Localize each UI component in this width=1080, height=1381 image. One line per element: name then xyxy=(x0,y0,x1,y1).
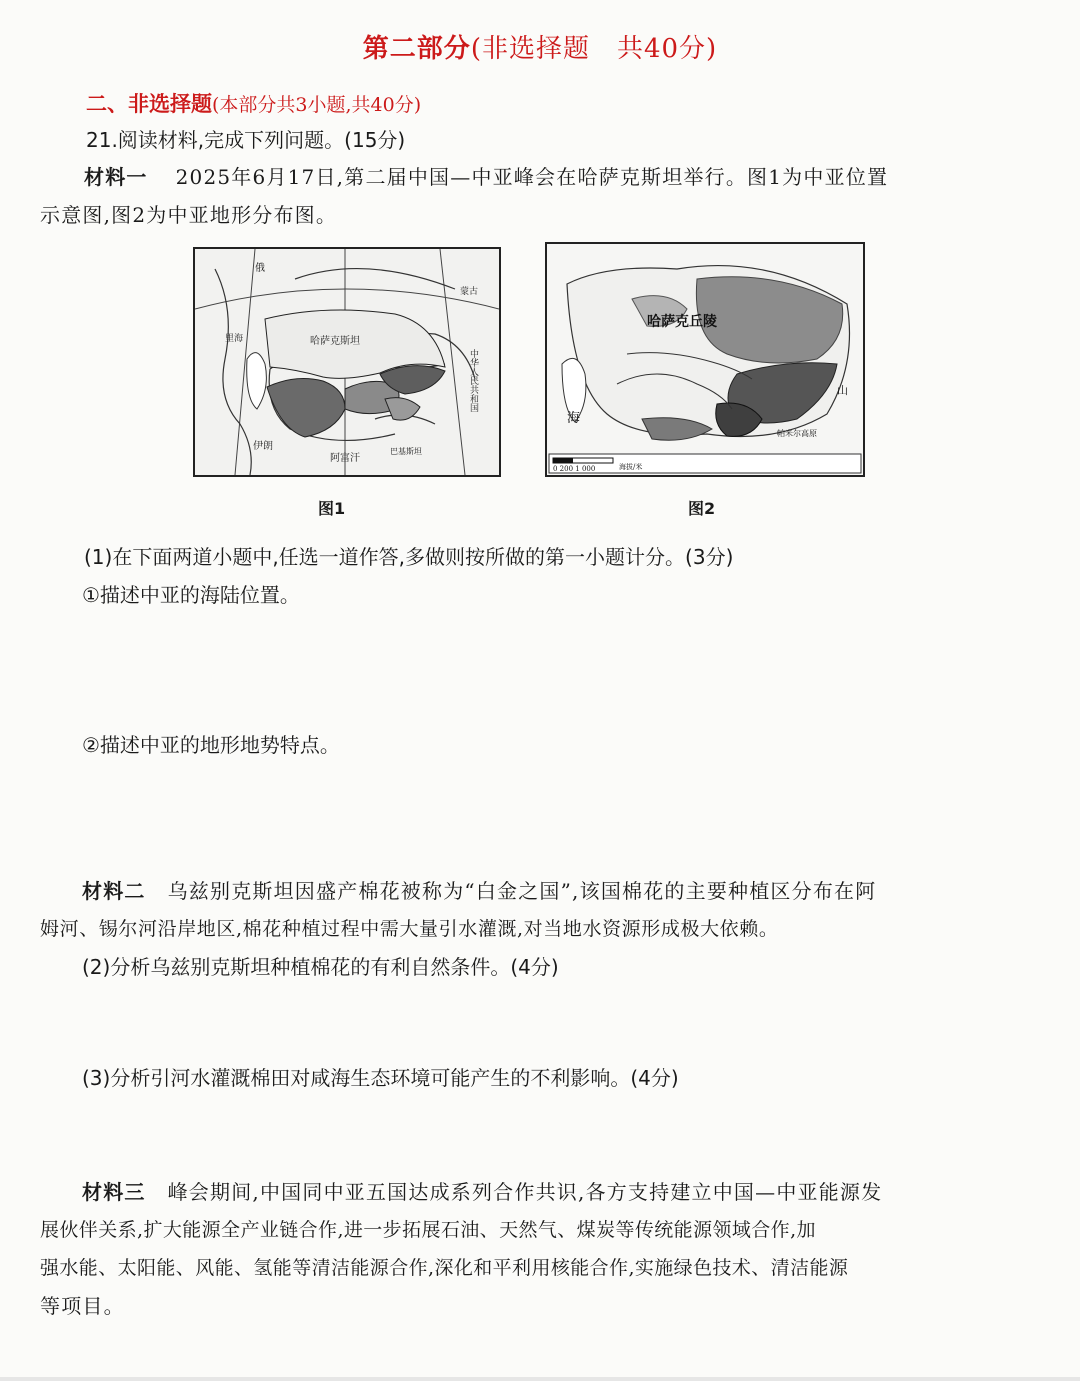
label-china: 中华人民共和国 xyxy=(468,349,478,412)
material-3-line3: 强水能、太阳能、风能、氢能等清洁能源合作,深化和平利用核能合作,实施绿色技术、清洁能源 xyxy=(40,1257,849,1279)
material-1-label: 材料一 xyxy=(84,165,148,189)
label-pamir: 帕米尔高原 xyxy=(777,429,817,438)
material-2-line2: 姆河、锡尔河沿岸地区,棉花种植过程中需大量引水灌溉,对当地水资源形成极大依赖。 xyxy=(40,918,779,940)
label-caspian-2: 海 xyxy=(567,411,581,426)
scale-text: 0 200 1 000 xyxy=(553,465,596,473)
material-3-line4: 等项目。 xyxy=(40,1294,125,1318)
label-iran: 伊朗 xyxy=(253,441,273,452)
figure-2-map xyxy=(545,242,865,477)
sub-question-1: (1)在下面两道小题中,任选一道作答,多做则按所做的第一小题计分。(3分) xyxy=(84,545,734,569)
material-1-line2: 示意图,图2为中亚地形分布图。 xyxy=(40,203,338,227)
figure-1-caption: 图1 xyxy=(318,499,346,518)
figure-2-caption: 图2 xyxy=(688,499,716,518)
material-3-line1: 峰会期间,中国同中亚五国达成系列合作共识,各方支持建立中国—中亚能源发 xyxy=(167,1180,883,1204)
material-2 xyxy=(40,872,1040,948)
sub-question-3: (3)分析引河水灌溉棉田对咸海生态环境可能产生的不利影响。(4分) xyxy=(82,1066,679,1090)
label-afghanistan: 阿富汗 xyxy=(330,453,360,464)
label-kazakh-upland: 哈萨克丘陵 xyxy=(647,314,717,330)
sub-question-1-option-2: ②描述中亚的地形地势特点。 xyxy=(82,733,340,757)
material-3 xyxy=(40,1173,1040,1325)
legend-text: 海拔/米 xyxy=(619,463,643,471)
figure-1-svg xyxy=(195,249,499,475)
page-title-note: (非选择题 共40分) xyxy=(470,34,718,64)
label-caspian: 里海 xyxy=(225,334,244,344)
label-russia: 俄 xyxy=(255,263,265,274)
material-1-line1: 2025年6月17日,第二届中国—中亚峰会在哈萨克斯坦举行。图1为中亚位置 xyxy=(175,165,889,189)
label-tianshan: 山 xyxy=(837,384,848,397)
page-title xyxy=(0,28,1080,65)
label-pakistan: 巴基斯坦 xyxy=(390,447,422,456)
material-1 xyxy=(40,158,1040,234)
label-kazakhstan: 哈萨克斯坦 xyxy=(310,336,360,347)
page-bottom-edge xyxy=(0,1377,1080,1381)
label-mongolia: 蒙古 xyxy=(460,287,479,297)
material-2-label: 材料二 xyxy=(82,879,146,903)
section-label: 二、非选择题 xyxy=(86,91,212,116)
question-stem: 21.阅读材料,完成下列问题。(15分) xyxy=(86,128,406,152)
figure-1-map xyxy=(193,247,501,477)
section-heading xyxy=(86,88,421,118)
page-title-main: 第二部分 xyxy=(362,34,471,64)
sub-question-1-option-1: ①描述中亚的海陆位置。 xyxy=(82,583,300,607)
sub-question-2: (2)分析乌兹别克斯坦种植棉花的有利自然条件。(4分) xyxy=(82,955,559,979)
material-2-line1: 乌兹别克斯坦因盛产棉花被称为“白金之国”,该国棉花的主要种植区分布在阿 xyxy=(167,879,877,903)
figure-2-svg xyxy=(547,244,863,475)
material-3-label: 材料三 xyxy=(82,1180,146,1204)
material-3-line2: 展伙伴关系,扩大能源全产业链合作,进一步拓展石油、天然气、煤炭等传统能源领域合作,加 xyxy=(40,1219,816,1241)
section-note: (本部分共3小题,共40分) xyxy=(212,94,422,116)
